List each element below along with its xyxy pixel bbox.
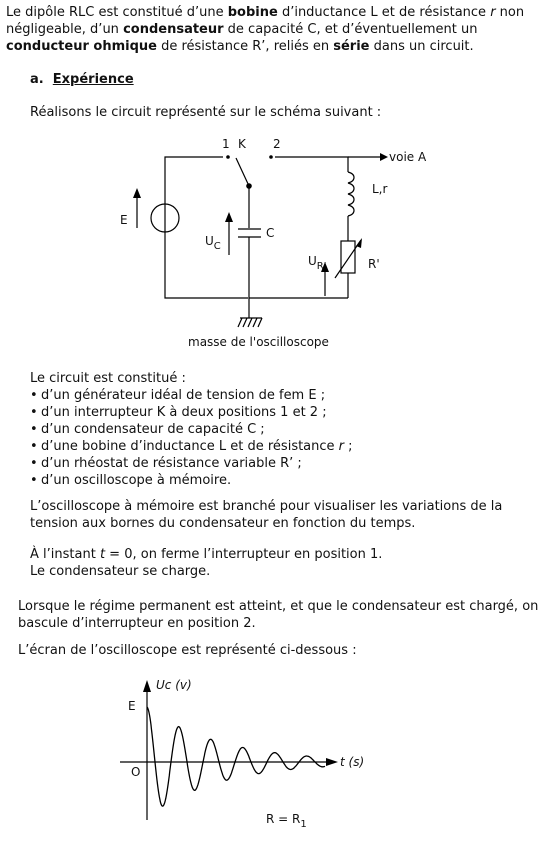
- symbol-r: r: [490, 5, 496, 20]
- component-items: [30, 387, 353, 489]
- ground-hatch: [258, 318, 262, 327]
- component-list: [30, 370, 353, 489]
- list-item: • d’un condensateur de capacité C ;: [30, 421, 353, 438]
- circuit-labels: [120, 137, 427, 349]
- e-arrowhead: [133, 188, 141, 198]
- graph-caption: [266, 812, 307, 830]
- graph-e-label: E: [128, 699, 136, 713]
- label-ur: [308, 254, 327, 272]
- uc-sub: C: [213, 241, 221, 252]
- term-conducteur-ohmique: conducteur ohmique: [6, 39, 157, 54]
- uc-arrowhead: [225, 212, 233, 222]
- circuit-diagram: [137, 157, 380, 327]
- uc-main: U: [205, 234, 214, 248]
- label-ground: masse de l'oscilloscope: [188, 335, 329, 349]
- label-rheostat: R': [368, 257, 380, 271]
- symbol-t: t: [99, 547, 106, 562]
- list-item-end: ;: [344, 439, 353, 454]
- instant-text: À l’instant: [30, 547, 100, 562]
- instant-text: = 0, on ferme l’interrupteur en position 1.: [105, 547, 383, 562]
- list-item-text: d’une bobine d’inductance L et de résistance: [41, 439, 339, 454]
- intro-text: non négligeable, d’un: [6, 5, 525, 37]
- x-axis-arrowhead: [326, 758, 338, 766]
- intro-text: de capacité C, et d’éventuellement un: [223, 22, 478, 37]
- instant-paragraph: [30, 546, 382, 580]
- label-switch-k: K: [238, 137, 246, 151]
- term-serie: série: [333, 39, 370, 54]
- caption-sub: 1: [300, 819, 307, 830]
- intro-text: de résistance R’, reliés en: [156, 39, 334, 54]
- ground-hatch: [238, 318, 242, 327]
- term-bobine: bobine: [227, 5, 278, 20]
- voie-a-arrowhead: [380, 153, 388, 161]
- rheostat-body: [341, 241, 355, 273]
- wire-left: [165, 157, 248, 298]
- graph-y-label: Uc (v): [156, 678, 192, 692]
- instant-line-2: Le condensateur se charge.: [30, 564, 211, 579]
- ur-sub: R': [316, 261, 327, 272]
- section-title: Expérience: [52, 72, 134, 87]
- label-capacitor: C: [266, 226, 275, 240]
- contact-1-dot: [226, 155, 230, 159]
- label-pos-1: 1: [222, 137, 230, 151]
- oscilloscope-paragraph: L’oscilloscope à mémoire est branché pour visualiser les variations de la tension aux bornes du condensateur en fonction du temps.: [30, 499, 503, 531]
- term-condensateur: condensateur: [123, 22, 224, 37]
- caption-main: R = R: [266, 812, 301, 826]
- graph-origin-label: O: [131, 765, 141, 779]
- switch-blade: [236, 158, 249, 186]
- graph-x-label: t (s): [340, 755, 365, 769]
- switch-paragraph: Lorsque le régime permanent est atteint, et que le condensateur est chargé, on bascule d’interrupteur en position 2.: [18, 599, 539, 631]
- list-item: • d’un oscilloscope à mémoire.: [30, 472, 353, 489]
- ground-hatch: [243, 318, 247, 327]
- y-axis-arrowhead: [143, 680, 151, 692]
- label-voie-a: voie A: [389, 150, 427, 164]
- list-item: • d’un générateur idéal de tension de fem E ;: [30, 387, 353, 404]
- label-generator-e: E: [120, 213, 128, 227]
- wire-right-top: [275, 157, 348, 172]
- intro-text: dans un circuit.: [369, 39, 474, 54]
- switch-pivot-dot: [246, 183, 252, 189]
- uc-curve: [147, 707, 325, 806]
- section-letter: a.: [30, 72, 44, 87]
- list-intro: Le circuit est constitué :: [30, 371, 186, 386]
- lead-text: Réalisons le circuit représenté sur le schéma suivant :: [30, 105, 382, 120]
- contact-2-dot: [269, 155, 273, 159]
- symbol-r: r: [338, 439, 345, 454]
- label-coil: L,r: [372, 182, 388, 196]
- list-item: • d’un interrupteur K à deux positions 1 et 2 ;: [30, 404, 353, 421]
- intro-text: d’inductance L et de résistance: [277, 5, 491, 20]
- list-item: • d’un rhéostat de résistance variable R’ ;: [30, 455, 353, 472]
- ground-hatch: [248, 318, 252, 327]
- ur-main: U: [308, 254, 317, 268]
- list-item: [30, 438, 353, 455]
- ground-hatch: [253, 318, 257, 327]
- oscilloscope-graph: [120, 678, 364, 830]
- screen-paragraph: L’écran de l’oscilloscope est représenté ci-dessous :: [18, 643, 357, 658]
- label-pos-2: 2: [273, 137, 281, 151]
- label-uc: [205, 234, 221, 252]
- instant-line-1: [30, 546, 382, 563]
- coil-symbol: [348, 172, 354, 216]
- intro-text: Le dipôle RLC est constitué d’une: [6, 5, 228, 20]
